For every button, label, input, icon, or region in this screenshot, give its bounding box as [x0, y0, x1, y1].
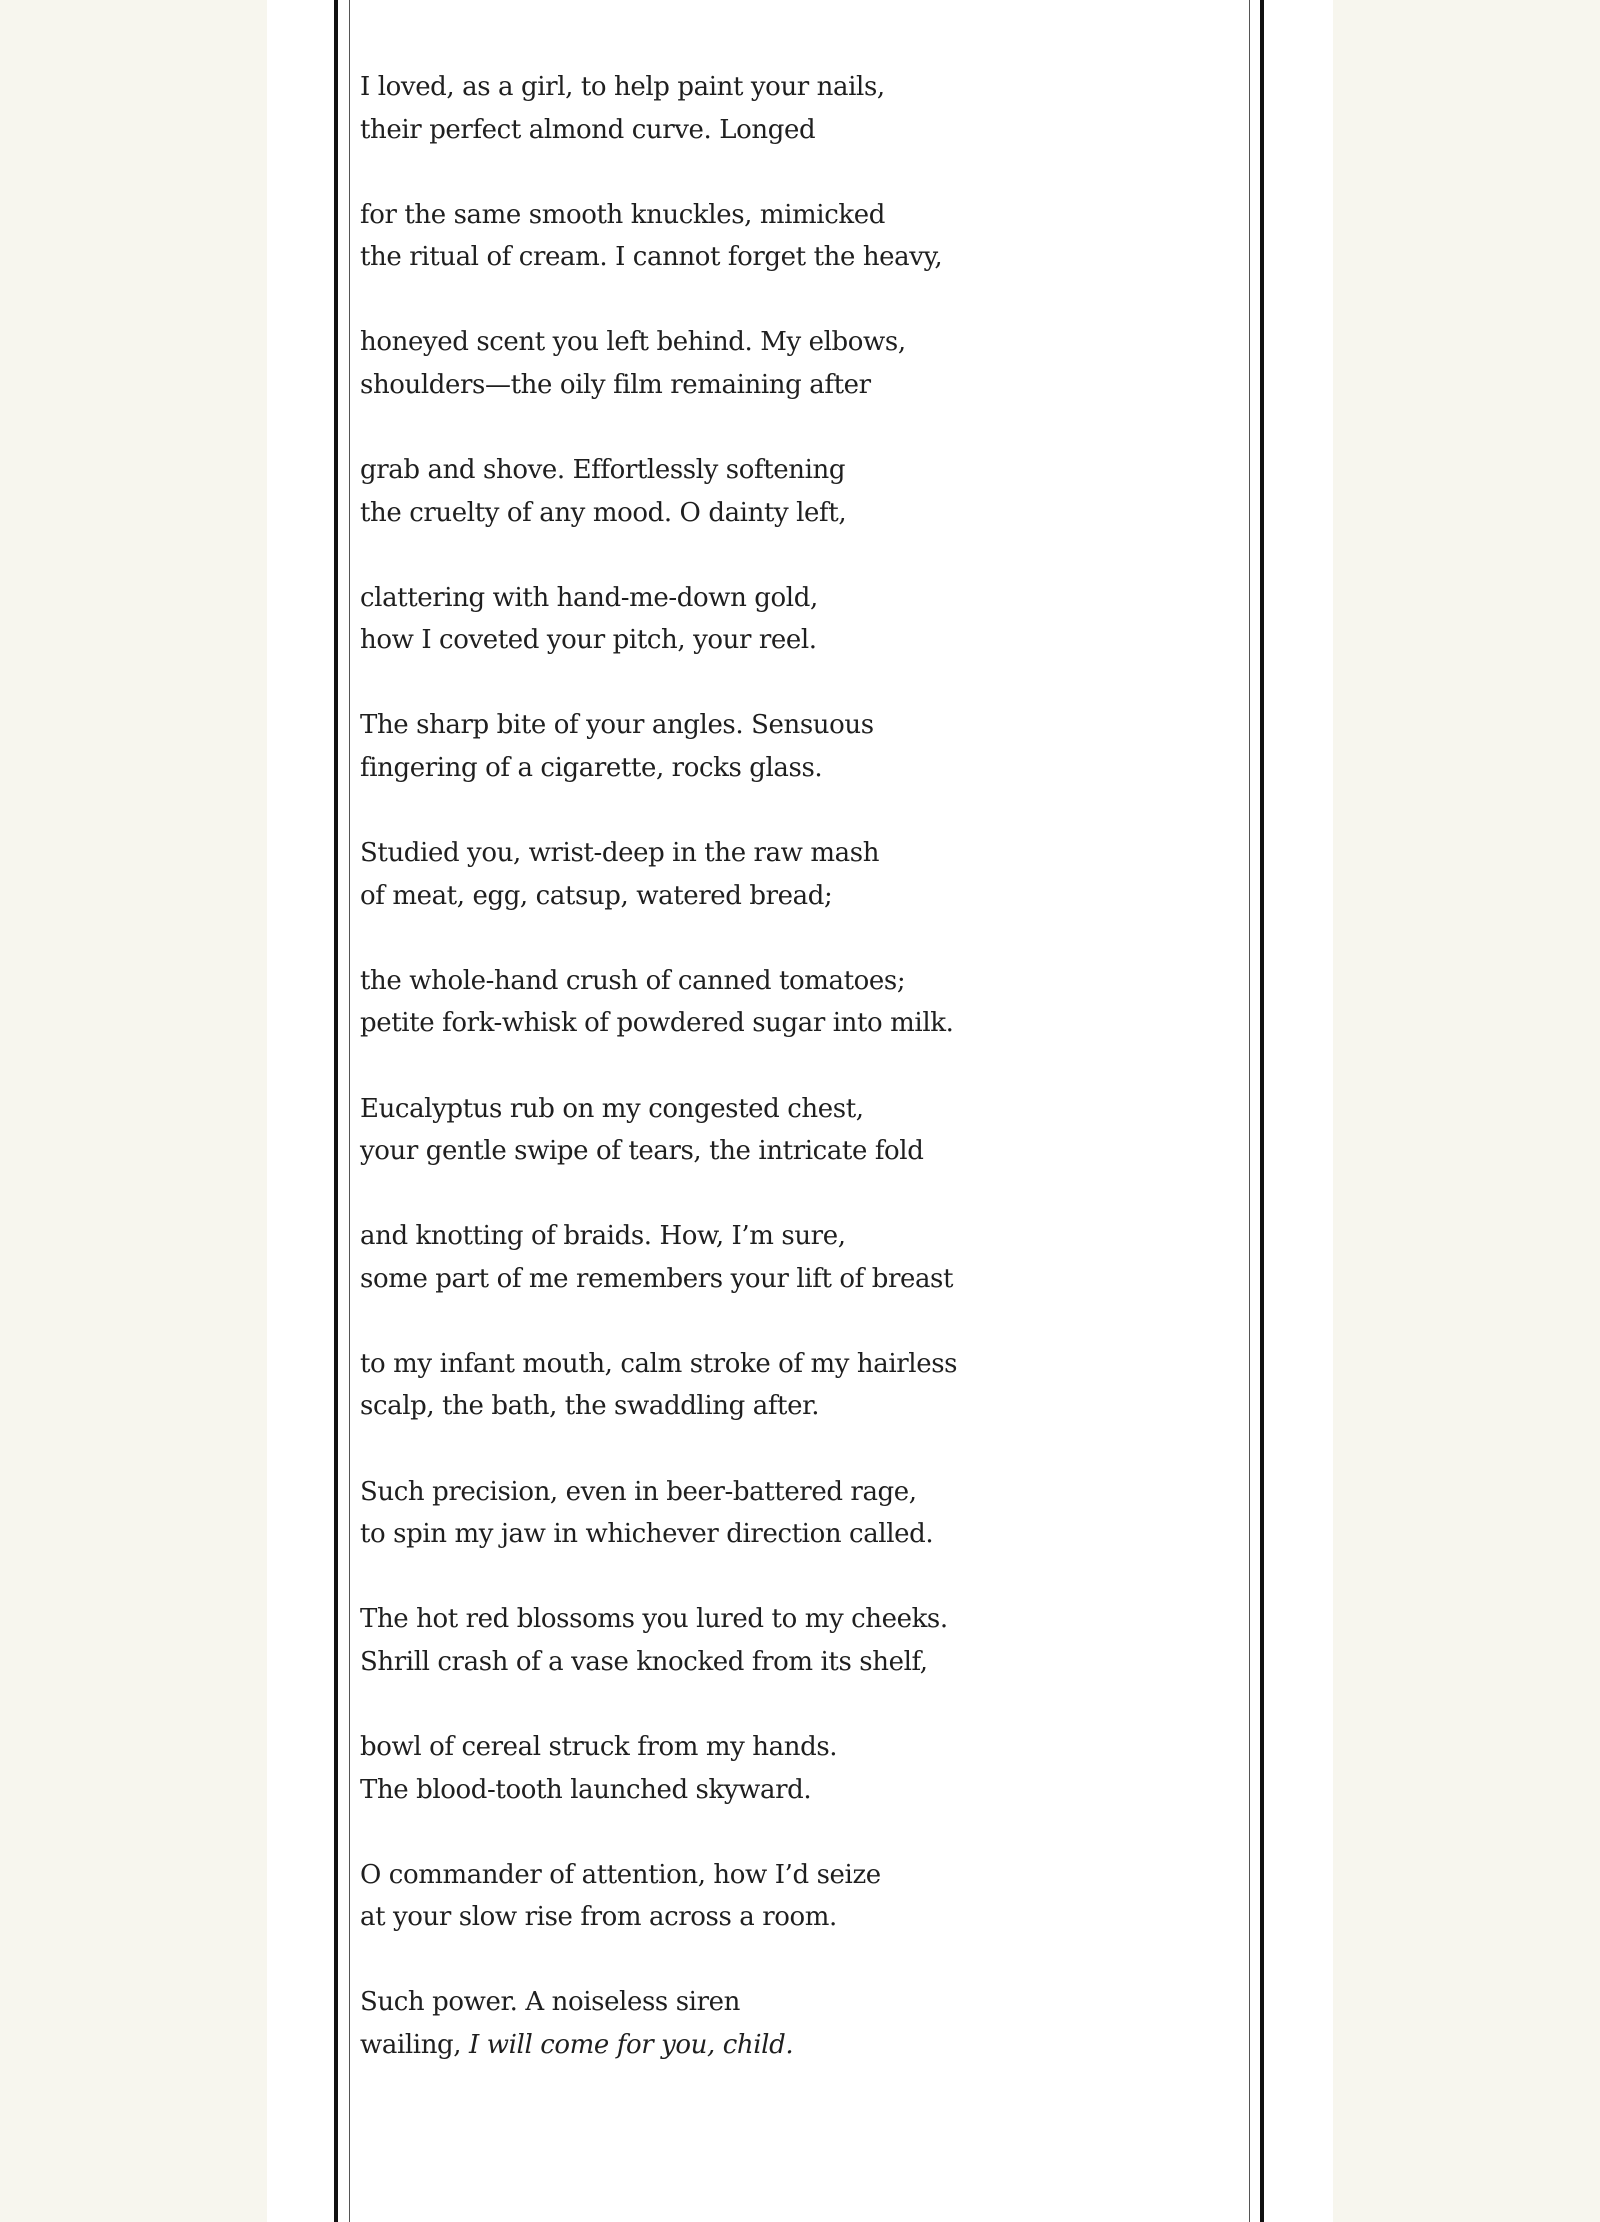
poem-line: their perfect almond curve. Longed	[360, 114, 816, 145]
poem-line: the cruelty of any mood. O dainty left,	[360, 497, 847, 528]
poem-line: petite fork-whisk of powdered sugar into milk.	[360, 1008, 954, 1039]
stanza	[360, 960, 1220, 1045]
poem-line: to spin my jaw in whichever direction called.	[360, 1519, 934, 1550]
poem-line: to my infant mouth, calm stroke of my hairless	[360, 1348, 958, 1379]
stanza	[360, 1215, 1220, 1300]
poem-line: the ritual of cream. I cannot forget the heavy,	[360, 242, 943, 273]
poem-line: your gentle swipe of tears, the intricate fold	[360, 1136, 924, 1167]
poem-line: grab and shove. Effortlessly softening	[360, 455, 846, 486]
stanza	[360, 1471, 1220, 1556]
stanza	[360, 577, 1220, 662]
poem-line: I loved, as a girl, to help paint your nails,	[360, 72, 885, 102]
stanza	[360, 449, 1220, 534]
poem-line: scalp, the bath, the swaddling after.	[360, 1391, 820, 1422]
right-border-thin	[1249, 0, 1250, 2222]
poem-line: O commander of attention, how I’d seize	[360, 1859, 881, 1890]
poem-line: bowl of cereal struck from my hands.	[360, 1731, 838, 1762]
poem-line: and knotting of braids. How, I’m sure,	[360, 1221, 846, 1252]
stanza	[360, 1088, 1220, 1173]
poem-line: fingering of a cigarette, rocks glass.	[360, 753, 823, 784]
stanza	[360, 704, 1220, 789]
stanza	[360, 832, 1220, 917]
stanza	[360, 194, 1220, 279]
poem-line-final	[360, 2024, 1220, 2067]
poem-body	[360, 66, 1220, 2109]
poem-line: of meat, egg, catsup, watered bread;	[360, 880, 833, 911]
poem-line: the whole-hand crush of canned tomatoes;	[360, 965, 906, 996]
stanza	[360, 66, 1220, 151]
stanza	[360, 1343, 1220, 1428]
left-border-thick	[334, 0, 338, 2222]
poem-line: Such precision, even in beer-battered rage,	[360, 1476, 917, 1507]
poem-line: for the same smooth knuckles, mimicked	[360, 199, 885, 230]
poem-line: Studied you, wrist-deep in the raw mash	[360, 838, 880, 869]
right-border-thick	[1260, 0, 1264, 2222]
closing-italic-phrase: I will come for you, child.	[469, 2029, 794, 2060]
stanza-final	[360, 1981, 1220, 2066]
poem-line: The sharp bite of your angles. Sensuous	[360, 710, 874, 741]
left-border-thin	[349, 0, 350, 2222]
poem-line: honeyed scent you left behind. My elbows,	[360, 327, 906, 358]
poem-line: Such power. A noiseless siren	[360, 1987, 740, 2018]
stanza	[360, 1598, 1220, 1683]
poem-line: clattering with hand-me-down gold,	[360, 582, 818, 613]
poem-line: how I coveted your pitch, your reel.	[360, 625, 817, 656]
poem-line: The hot red blossoms you lured to my cheeks.	[360, 1604, 948, 1635]
poem-line: Eucalyptus rub on my congested chest,	[360, 1093, 864, 1124]
poem-line: Shrill crash of a vase knocked from its shelf,	[360, 1646, 928, 1677]
stanza	[360, 321, 1220, 406]
stanza	[360, 1726, 1220, 1811]
poem-line: The blood-tooth launched skyward.	[360, 1774, 812, 1805]
poem-line: shoulders—the oily film remaining after	[360, 369, 871, 400]
stanza	[360, 1854, 1220, 1939]
poem-line: some part of me remembers your lift of breast	[360, 1263, 954, 1294]
poem-line: at your slow rise from across a room.	[360, 1902, 837, 1933]
poem-line-final-lead: wailing,	[360, 2029, 462, 2060]
